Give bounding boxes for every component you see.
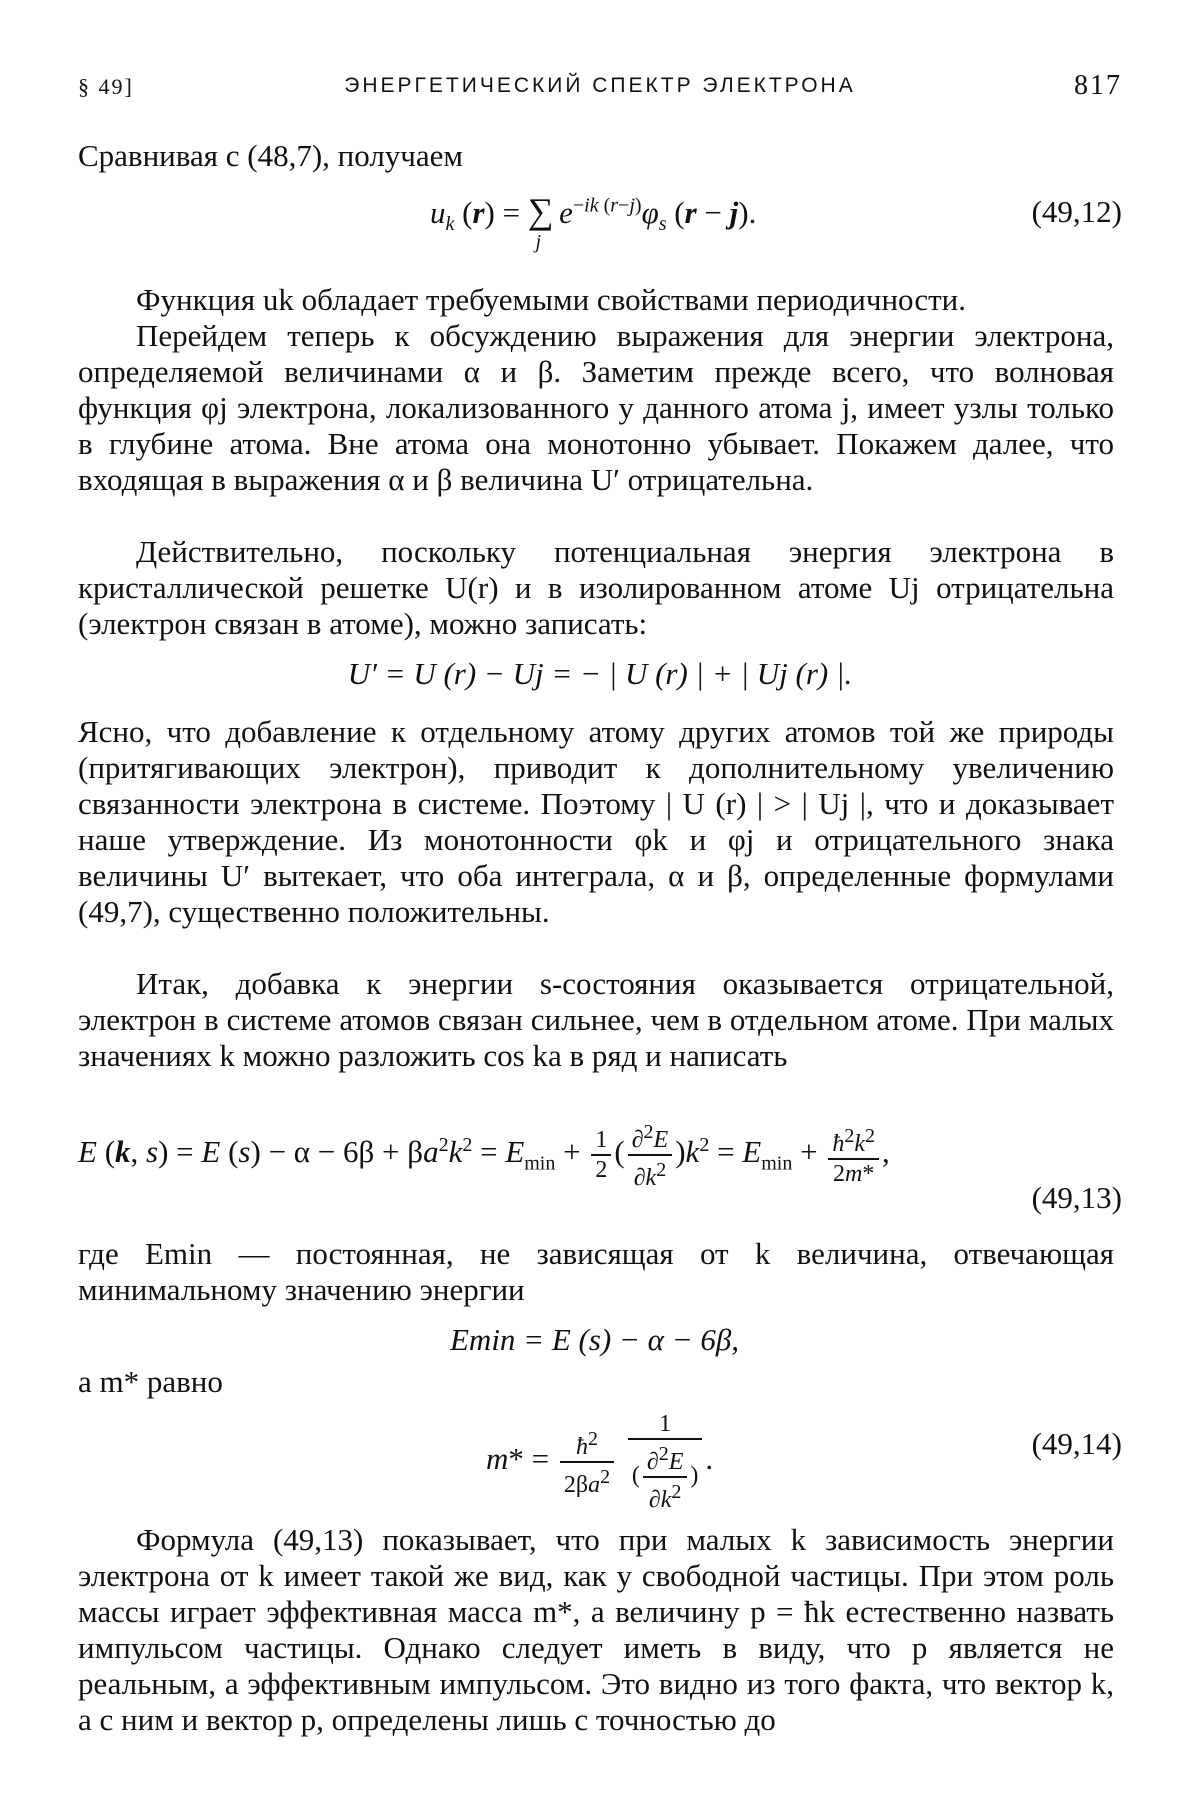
equation-potential-text: U′ = U (r) − Uj = − | U (r) | + | Uj (r) |. bbox=[347, 656, 853, 691]
equation-49-13-formula: E (k, s) = E $(s) - \alpha - 6\beta + \beta a^2k^2 = E_{min}$ + $\frac{1}{2}$ ( $\frac{\partial^2E}{\partial k^2}$ )$k^2 = E_{min}$ + $\frac{ħ^2k^2}{2m*}$ , bbox=[78, 1118, 890, 1192]
intro-line: Сравнивая с (48,7), получаем bbox=[78, 138, 464, 173]
equation-49-14-formula: m* = $\frac{ħ^2}{2\beta a^2}$ 1 ( $\frac{\partial^2E}{\partial k^2}$ ) . bbox=[486, 1411, 714, 1513]
equation-49-12 bbox=[78, 184, 1122, 254]
equation-49-12-formula: $u_k$ $(r) = \sum_je^{-ik (r-j)}\varphi_s$ (r − j). bbox=[430, 191, 757, 254]
equation-49-14 bbox=[78, 1402, 1122, 1513]
paragraph-2: Перейдем теперь к обсуждению выражения для энергии электрона, определяемой величинами α и β. Заметим прежде всего, что волновая функция φj электрона, локализованного у данного атома j, имеет узлы только в глубине атома. Вне атома она монотонно убывает. Покажем далее, что входящая в выражения α и β величина U′ отрицательна. bbox=[78, 318, 1114, 497]
page-number: 817 bbox=[1074, 70, 1122, 101]
paragraph-1: Функция uk обладает требуемыми свойствами периодичности. bbox=[136, 282, 966, 317]
equation-number: (49,13) bbox=[1031, 1180, 1122, 1215]
equation-emin-text: Emin = E (s) − α − 6β, bbox=[450, 1322, 740, 1357]
running-header bbox=[78, 70, 1122, 104]
section-mark: § 49] bbox=[78, 74, 134, 99]
equation-number: (49,12) bbox=[1031, 194, 1122, 229]
paragraph-7: Формула (49,13) показывает, что при малых k зависимость энергии электрона от k имеет такой же вид, как у свободной частицы. При этом роль массы играет эффективная масса m*, а величину p = ħk естественно назвать импульсом частицы. Однако следует иметь в виду, что p является не реальным, а эффективным импульсом. Это видно из того факта, что вектор k, а с ним и вектор p, определены лишь с точностью до bbox=[78, 1522, 1114, 1737]
m-star-label: а m* равно bbox=[78, 1364, 223, 1399]
paragraph-4: Ясно, что добавление к отдельному атому других атомов той же природы (притягивающих электрон), приводит к дополнительному увеличению связанности электрона в системе. Поэтому | U (r) | > | Uj |, что и доказывает наше утверждение. Из монотонности φk и φj и отрицательного знака величины U′ вытекает, что оба интеграла, α и β, определенные формулами (49,7), существенно положительны. bbox=[78, 714, 1114, 929]
equation-emin bbox=[78, 1318, 1122, 1358]
paragraph-6: где Emin — постоянная, не зависящая от k величина, отвечающая минимальному значению энергии bbox=[78, 1236, 1114, 1307]
paragraph-3: Действительно, поскольку потенциальная энергия электрона в кристаллической решетке U(r) и в изолированном атоме Uj отрицательна (электрон связан в атоме), можно записать: bbox=[78, 534, 1114, 641]
equation-potential bbox=[78, 652, 1122, 702]
equation-49-13 bbox=[78, 1112, 1122, 1191]
paragraph-5: Итак, добавка к энергии s-состояния оказывается отрицательной, электрон в системе атомов связан сильнее, чем в отдельном атоме. При малых значениях k можно разложить cos ka в ряд и написать bbox=[78, 966, 1114, 1073]
equation-49-13-number-row bbox=[78, 1180, 1122, 1220]
running-title: ЭНЕРГЕТИЧЕСКИЙ СПЕКТР ЭЛЕКТРОНА bbox=[344, 74, 856, 97]
equation-number: (49,14) bbox=[1031, 1426, 1122, 1461]
